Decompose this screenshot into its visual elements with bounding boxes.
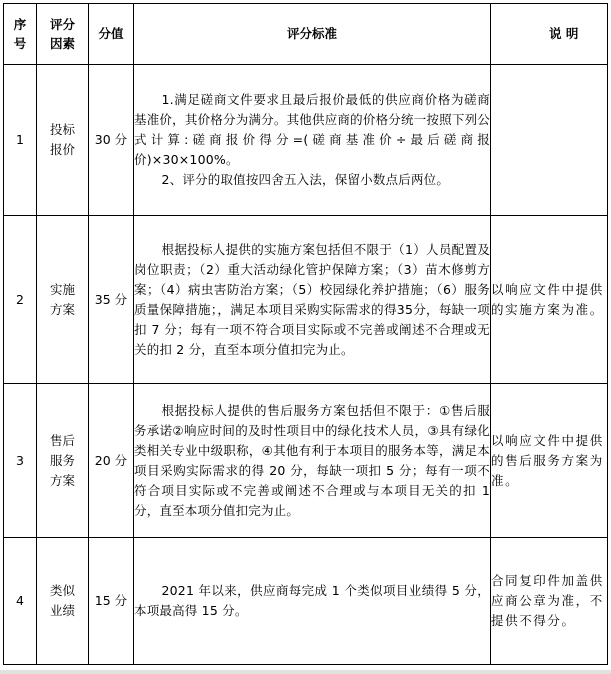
factor-line: 方案 — [49, 472, 75, 488]
row-score: 30 分 — [89, 65, 134, 216]
row-factor — [37, 216, 89, 384]
row-score: 15 分 — [89, 538, 134, 665]
row-score: 35 分 — [89, 216, 134, 384]
criteria-paragraph: 2021 年以来，供应商每完成 1 个类似项目业绩得 5 分，本项最高得 15 分。 — [134, 583, 490, 618]
criteria-paragraph: 2、评分的取值按四舍五入法，保留小数点后两位。 — [161, 172, 450, 187]
factor-line: 售后 — [49, 432, 75, 448]
page-bottom-strip — [0, 670, 611, 674]
header-number-line1: 序 — [13, 16, 27, 32]
header-factor-line1: 评分 — [49, 16, 75, 32]
factor-line: 投标 — [49, 122, 75, 137]
row-number: 3 — [4, 384, 37, 538]
header-row — [4, 4, 608, 65]
row-factor — [37, 65, 89, 216]
factor-line: 类似 — [49, 583, 75, 598]
header-number — [4, 4, 37, 65]
row-number: 2 — [4, 216, 37, 384]
factor-line: 方案 — [49, 301, 75, 317]
row-note — [491, 65, 608, 216]
header-number-line2: 号 — [13, 35, 27, 51]
row-note: 以响应文件中提供的售后服务方案为准。 — [491, 384, 608, 538]
header-factor-line2: 因素 — [49, 35, 75, 51]
header-note: 说 明 — [491, 4, 608, 65]
row-factor — [37, 384, 89, 538]
row-criteria — [134, 65, 491, 216]
row-factor — [37, 538, 89, 665]
criteria-paragraph: 根据投标人提供的售后服务方案包括但不限于：①售后服务承诺②响应时间的及时性项目中的绿化技术人员，③具有绿化类相关专业中级职称，④其他有利于本项目的服务本等，满足本项目采购实际需求的得 20 分，每缺一项扣 5 分；每有一项不符合项目实际或不完善或阐述不合理或与本项目无关的扣 1 分，直至本项分值扣完为止。 — [134, 402, 490, 518]
header-criteria: 评分标准 — [134, 4, 491, 65]
row-criteria — [134, 384, 491, 538]
table-row — [4, 216, 608, 384]
row-number: 4 — [4, 538, 37, 665]
criteria-paragraph: 根据投标人提供的实施方案包括但不限于（1）人员配置及岗位职责；（2）重大活动绿化管护保障方案；（3）苗木修剪方案；（4）病虫害防治方案；（5）校园绿化养护措施；（6）服务质量保障措施；，满足本项目采购实际需求的得35分，每缺一项扣 7 分；每有一项不符合项目实际或不完善或阐述不合理或无关的扣 2 分，直至本项分值扣完为止。 — [134, 241, 490, 357]
factor-line: 实施 — [49, 281, 75, 297]
scoring-table — [3, 3, 608, 665]
factor-line: 业绩 — [49, 603, 75, 618]
row-note: 以响应文件中提供的实施方案为准。 — [491, 216, 608, 384]
table-row — [4, 384, 608, 538]
criteria-paragraph: 1.满足磋商文件要求且最后报价最低的供应商价格为磋商基准价，其价格分为满分。其他供应商的价格分统一按照下列公式计算:磋商报价得分=(磋商基准价÷最后磋商报价)×30×100%。 — [134, 92, 490, 167]
row-score: 20 分 — [89, 384, 134, 538]
header-score: 分值 — [89, 4, 134, 65]
row-criteria — [134, 216, 491, 384]
table-row — [4, 65, 608, 216]
row-criteria — [134, 538, 491, 665]
header-factor — [37, 4, 89, 65]
factor-line: 服务 — [49, 452, 75, 468]
row-number: 1 — [4, 65, 37, 216]
table-row — [4, 538, 608, 665]
factor-line: 报价 — [49, 142, 75, 157]
row-note: 合同复印件加盖供应商公章为准，不提供不得分。 — [491, 538, 608, 665]
